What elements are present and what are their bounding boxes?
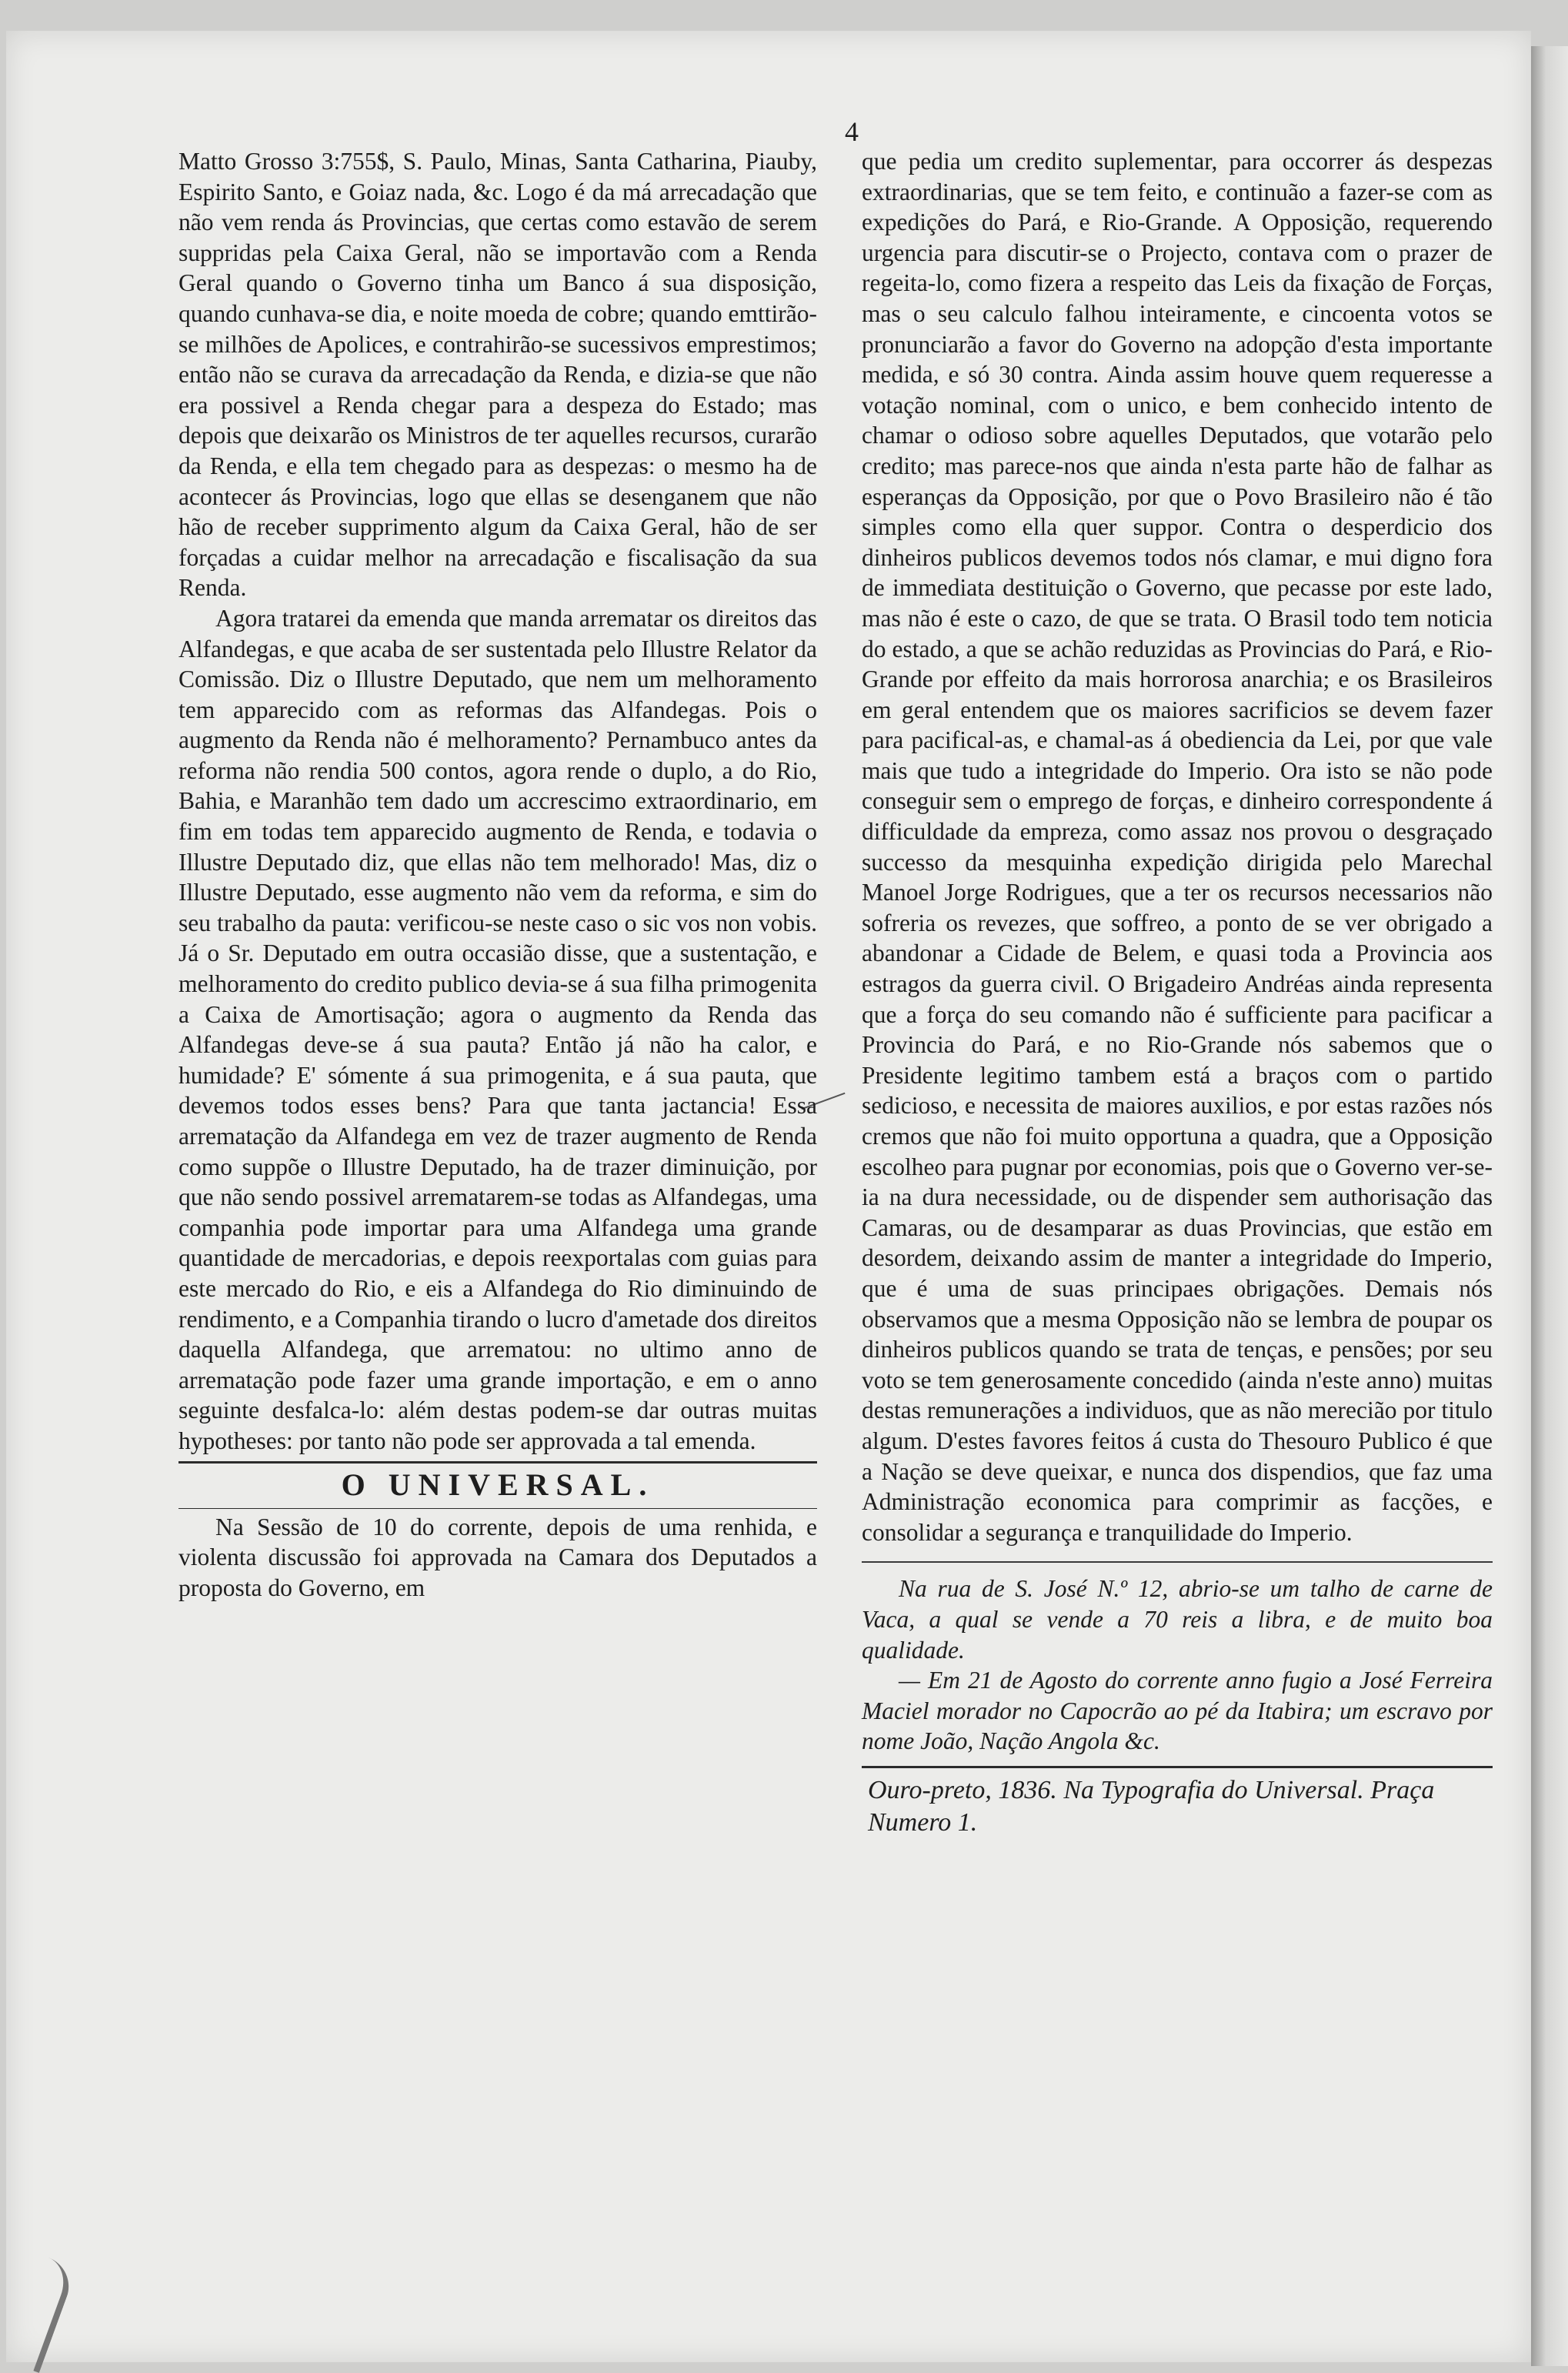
article-paragraph: Matto Grosso 3:755$, S. Paulo, Minas, Santa Catharina, Piauby, Espirito Santo, e Goiaz nada, &c. Logo é da má arrecadação que não vem renda ás Provincias, que certas como estavão de serem suppridas pela Caixa Geral, não se importavão com a Renda Geral quando o Governo tinha um Banco á sua disposição, quando cunhava-se dia, e noite moeda de cobre; quando emttirão-se milhões de Apolices, e contrahirão-se sucessivos emprestimos; então não se curava da arrecadação da Renda, e dizia-se que não era possivel a Renda chegar para a despeza do Estado; mas depois que deixarão os Ministros de ter aquelles recursos, curarão da Renda, e ella tem chegado para as despezas: o mesmo ha de acontecer ás Provincias, logo que ellas se desenganem que não hão de receber supprimento algum da Caixa Geral, hão de ser forçadas a cuidar melhor na arrecadação e fiscalisação da sua Renda. <box>178 148 817 602</box>
page-edge <box>1531 46 1568 2366</box>
article-paragraph: que pedia um credito suplementar, para occorrer ás despezas extraordinarias, que se tem feito, e continuão a fazer-se com as expedições do Pará, e Rio-Grande. A Opposição, requerendo urgencia para discutir-se o Projecto, contava com o prazer de regeita-lo, como fizera a respeito das Leis da fixação de Forças, mas o seu calculo falhou inteiramente, e cincoenta votos se pronunciarão a favor do Governo na adopção d'esta importante medida, e só 30 contra. Ainda assim houve quem requeresse a votação nominal, com o unico, e bem conhecido intento de chamar o odioso sobre aquelles Deputados, que votarão pelo credito; mas parece-nos que ainda n'esta parte hão de falhar as esperanças da Opposição, por que o Povo Brasileiro não é tão simples como ella quer suppor. Contra o desperdicio dos dinheiros publicos devemos todos nós clamar, e mui digno fora de immediata destituição o Governo, que pecasse por este lado, mas não é este o cazo, de que se trata. O Brasil todo tem noticia do estado, a que se achão reduzidas as Provincias do Pará, e Rio-Grande por effeito da mais horrorosa anarchia; e os Brasileiros em geral entendem que os maiores sacrificios se devem fazer para pacifical-as, e chamal-as á obediencia da Lei, por que vale mais que tudo a integridade do Imperio. Ora isto se não pode conseguir sem o emprego de forças, e dinheiro correspondente á difficuldade da empreza, como assaz nos provou o desgraçado successo da mesquinha expedição dirigida pelo Marechal Manoel Jorge Rodrigues, que a ter os recursos necessarios não sofreria os revezes, que soffreo, a ponto de se ver obrigado a abandonar a Cidade de Belem, e quasi toda a Provincia aos estragos da guerra civil. O Brigadeiro Andréas ainda representa que a força do seu comando não é sufficiente para pacificar a Provincia do Pará, e no Rio-Grande nós sabemos que o Presidente legitimo tambem está a braços com o partido sedicioso, e necessita de maiores auxilios, e por estas razões nós cremos que não foi muito opportuna a quadra, que a Opposição escolheo para pugnar por economias, pois que o Governo ver-se-ia na dura necessidade, ou de dispender sem authorisação das Camaras, ou de desamparar as duas Provincias, que estão em desordem, deixando assim de manter a integridade do Imperio, que é uma de suas principaes obrigações. Demais nós observamos que a mesma Opposição não se lembra de poupar os dinheiros publicos quando se trata de tenças, e pensões; por seu voto se tem generosamente concedido (ainda n'este anno) muitas destas remunerações a individuos, que as não merecião por titulo algum. D'estes favores feitos á custa do Thesouro Publico é que a Nação se deve queixar, e nunca dos dispendios, que faz uma Administração economica para comprimir as facções, e consolidar a segurança e tranquilidade do Imperio. <box>862 148 1493 1546</box>
imprint-rule <box>862 1766 1493 1768</box>
article-paragraph: Na Sessão de 10 do corrente, depois de uma renhida, e violenta discussão foi approvada na Camara dos Deputados a proposta do Governo, em <box>178 1513 817 1601</box>
left-column <box>178 146 817 1603</box>
right-column <box>862 146 1493 1839</box>
masthead-rule-top <box>178 1461 817 1464</box>
printer-imprint: Ouro-preto, 1836. Na Typografia do Universal. Praça Numero 1. <box>868 1775 1435 1837</box>
article-paragraph: Agora tratarei da emenda que manda arrematar os direitos das Alfandegas, e que acaba de ser sustentada pelo Illustre Relator da Comissão. Diz o Illustre Deputado, que nem um melhoramento tem apparecido com as reformas das Alfandegas. Pois o augmento da Renda não é melhoramento? Pernambuco antes da reforma não rendia 500 contos, agora rende o duplo, a do Rio, Bahia, e Maranhão tem dado um accrescimo extraordinario, em fim em todas tem apparecido augmento de Renda, e todavia o Illustre Deputado diz, que ellas não tem melhorado! Mas, diz o Illustre Deputado, esse augmento não vem da reforma, e sim do seu trabalho da pauta: verificou-se neste caso o sic vos non vobis. Já o Sr. Deputado em outra occasião disse, que a sustentação, e melhoramento do credito publico devia-se á sua filha primogenita a Caixa de Amortisação; agora o augmento da Renda das Alfandegas deve-se á sua pauta? Então já não ha calor, e humidade? E' sómente á sua primogenita, e á sua pauta, que devemos todos esses bens? Para que tanta jactancia! Essa arrematação da Alfandega em vez de trazer augmento de Renda como suppõe o Illustre Deputado, ha de trazer diminuição, por que não sendo possivel arrematarem-se todas as Alfandegas, uma companhia pode importar para uma Alfandega uma grande quantidade de mercadorias, e depois reexportalas com guias para este mercado do Rio, e eis a Alfandega do Rio diminuindo de rendimento, e a Companhia tirando o lucro d'ametade dos direitos daquella Alfandega, que arrematou: no ultimo anno de arrematação pode fazer uma grande importação, e em o anno seguinte desfalca-lo: além destas podem-se dar outras muitas hypotheses: por tanto não pode ser approvada a tal emenda. <box>178 604 817 1454</box>
page-number: 4 <box>845 116 859 147</box>
masthead-rule-bottom <box>178 1508 817 1509</box>
masthead-title: O UNIVERSAL. <box>341 1467 655 1502</box>
classified-notice: Na rua de S. José N.º 12, abrio-se um talho de carne de Vaca, a qual se vende a 70 reis a libra, e de muito boa qualidade. <box>862 1575 1493 1664</box>
section-divider <box>862 1561 1493 1563</box>
classified-notice: — Em 21 de Agosto do corrente anno fugio a José Ferreira Maciel morador no Capocrão ao pé da Itabira; um escravo por nome João, Nação Angola &c. <box>862 1667 1493 1755</box>
